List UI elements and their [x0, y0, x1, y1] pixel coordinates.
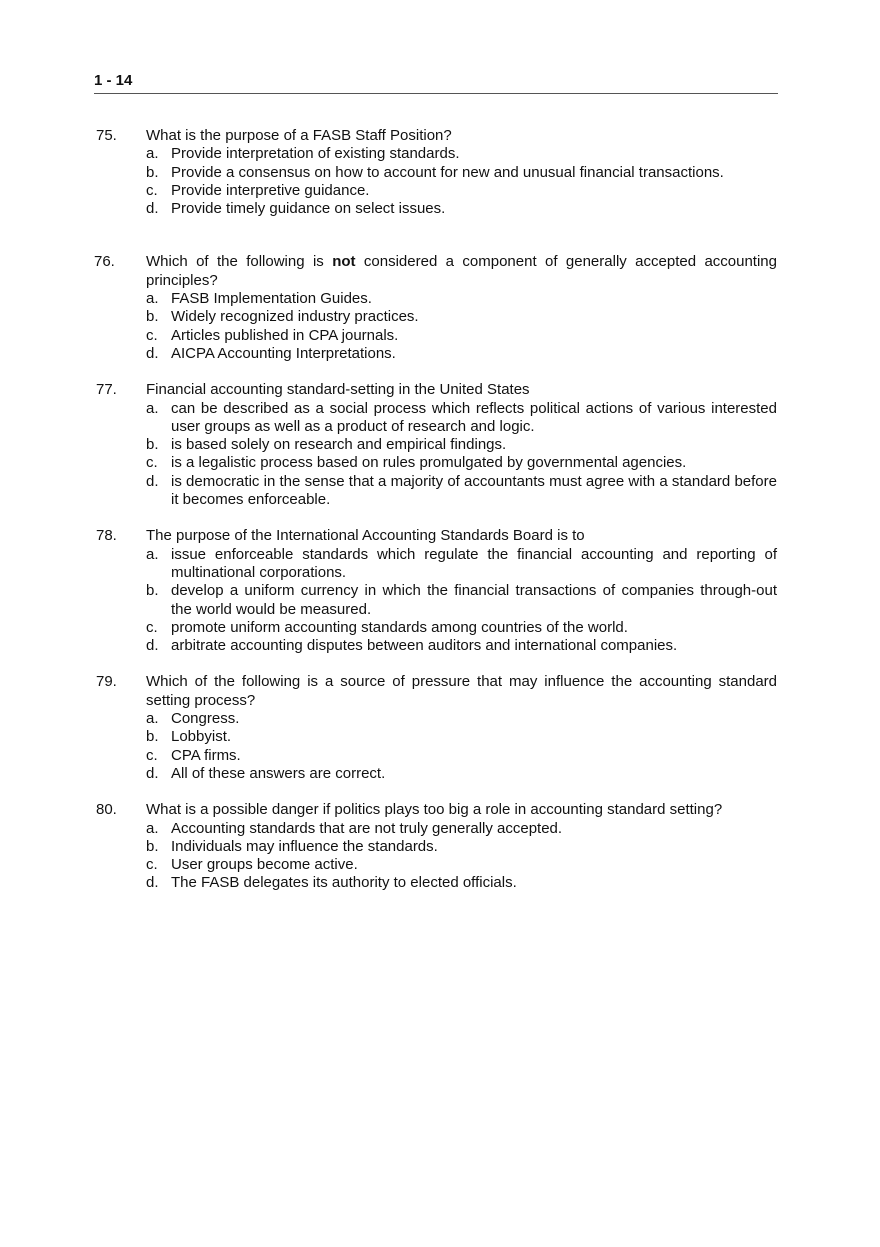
answer-option [146, 200, 777, 218]
question-79 [94, 673, 777, 783]
option-text: All of these answers are correct. [171, 764, 386, 782]
option-text: Widely recognized industry practices. [171, 308, 419, 326]
option-letter: c. [146, 618, 158, 636]
option-text: is a legalistic process based on rules promulgated by governmental agencies. [171, 454, 687, 472]
option-letter: c. [146, 326, 158, 344]
answer-options [146, 290, 777, 363]
question-stem: The purpose of the International Accounting Standards Board is to [146, 527, 585, 545]
answer-options [146, 546, 777, 656]
option-letter: b. [146, 308, 159, 326]
answer-option [146, 838, 777, 856]
option-letter: b. [146, 436, 159, 454]
answer-option [146, 637, 777, 655]
page-number: 1 - 14 [94, 72, 133, 89]
question-stem: What is the purpose of a FASB Staff Position? [146, 127, 452, 144]
option-letter: d. [146, 764, 159, 782]
answer-option [146, 145, 777, 163]
answer-option [146, 710, 777, 728]
answer-option [146, 473, 777, 510]
option-text: promote uniform accounting standards among countries of the world. [171, 618, 628, 636]
option-text: Provide interpretive guidance. [171, 181, 370, 199]
answer-option [146, 765, 777, 783]
question-75 [94, 127, 777, 218]
answer-option [146, 454, 777, 472]
answer-option [146, 345, 777, 363]
option-text: CPA firms. [171, 746, 241, 764]
option-text: develop a uniform currency in which the financial transactions of companies through-out the world would be measured. [171, 582, 777, 618]
stem-text: Which of the following is [146, 253, 333, 271]
option-letter: b. [146, 163, 159, 181]
option-letter: a. [146, 399, 159, 417]
question-number: 79. [96, 673, 117, 691]
option-letter: c. [146, 856, 158, 874]
answer-options [146, 710, 777, 783]
question-stem: Which of the following is a source of pressure that may influence the accounting standard setting process? [146, 673, 777, 709]
answer-option [146, 400, 777, 437]
answer-option [146, 164, 777, 182]
option-letter: a. [146, 145, 159, 163]
question-80 [94, 801, 777, 892]
option-letter: c. [146, 746, 158, 764]
option-letter: b. [146, 728, 159, 746]
option-text: arbitrate accounting disputes between auditors and international companies. [171, 637, 678, 655]
question-76 [94, 253, 777, 363]
question-stem: What is a possible danger if politics plays too big a role in accounting standard setting? [146, 801, 723, 819]
option-text: Provide a consensus on how to account for new and unusual financial transactions. [171, 163, 724, 181]
answer-option [146, 327, 777, 345]
stem-emphasis: not [332, 253, 356, 271]
question-number: 80. [96, 801, 117, 819]
answer-option [146, 619, 777, 637]
option-text: Accounting standards that are not truly generally accepted. [171, 819, 563, 837]
option-text: is based solely on research and empirical findings. [171, 436, 507, 454]
option-letter: d. [146, 344, 159, 362]
answer-option [146, 820, 777, 838]
option-letter: a. [146, 819, 159, 837]
answer-options [146, 820, 777, 893]
option-text: FASB Implementation Guides. [171, 290, 372, 308]
question-stem [146, 253, 777, 290]
option-text: Congress. [171, 710, 240, 728]
option-letter: d. [146, 874, 159, 892]
option-text: AICPA Accounting Interpretations. [171, 344, 396, 362]
answer-option [146, 290, 777, 308]
option-text: User groups become active. [171, 856, 358, 874]
option-text: Provide interpretation of existing standards. [171, 145, 460, 163]
answer-options [146, 400, 777, 510]
question-stem: Financial accounting standard-setting in the United States [146, 381, 530, 399]
answer-option [146, 436, 777, 454]
option-text: is democratic in the sense that a majority of accountants must agree with a standard before it becomes enforceable. [171, 472, 777, 509]
option-letter: c. [146, 181, 158, 199]
option-letter: d. [146, 200, 159, 218]
question-number: 77. [96, 381, 117, 399]
stem-text: considered a component of generally accepted accounting principles? [146, 253, 777, 289]
option-letter: a. [146, 710, 159, 728]
question-78 [94, 527, 777, 655]
option-letter: b. [146, 837, 159, 855]
answer-option [146, 546, 777, 583]
option-text: Articles published in CPA journals. [171, 326, 399, 344]
question-list [94, 127, 777, 911]
option-text: Provide timely guidance on select issues. [171, 200, 446, 218]
option-letter: d. [146, 472, 159, 490]
answer-option [146, 728, 777, 746]
option-text: can be described as a social process which reflects political actions of various interested user groups as well as a product of research and logic. [171, 399, 777, 435]
option-letter: d. [146, 637, 159, 655]
option-letter: a. [146, 545, 159, 563]
page-header [94, 70, 778, 94]
option-text: Lobbyist. [171, 728, 232, 746]
question-number: 75. [96, 127, 117, 144]
answer-options [146, 145, 777, 218]
option-letter: b. [146, 582, 159, 600]
option-letter: c. [146, 454, 158, 472]
option-text: The FASB delegates its authority to elected officials. [171, 874, 517, 892]
answer-option [146, 747, 777, 765]
answer-option [146, 582, 777, 619]
answer-option [146, 308, 777, 326]
answer-option [146, 856, 777, 874]
question-number: 78. [96, 527, 117, 545]
option-text: issue enforceable standards which regulate the financial accounting and reporting of multinational corporations. [171, 545, 777, 581]
option-letter: a. [146, 290, 159, 308]
answer-option [146, 874, 777, 892]
answer-option [146, 182, 777, 200]
question-number: 76. [94, 253, 115, 271]
option-text: Individuals may influence the standards. [171, 837, 438, 855]
question-77 [94, 381, 777, 509]
